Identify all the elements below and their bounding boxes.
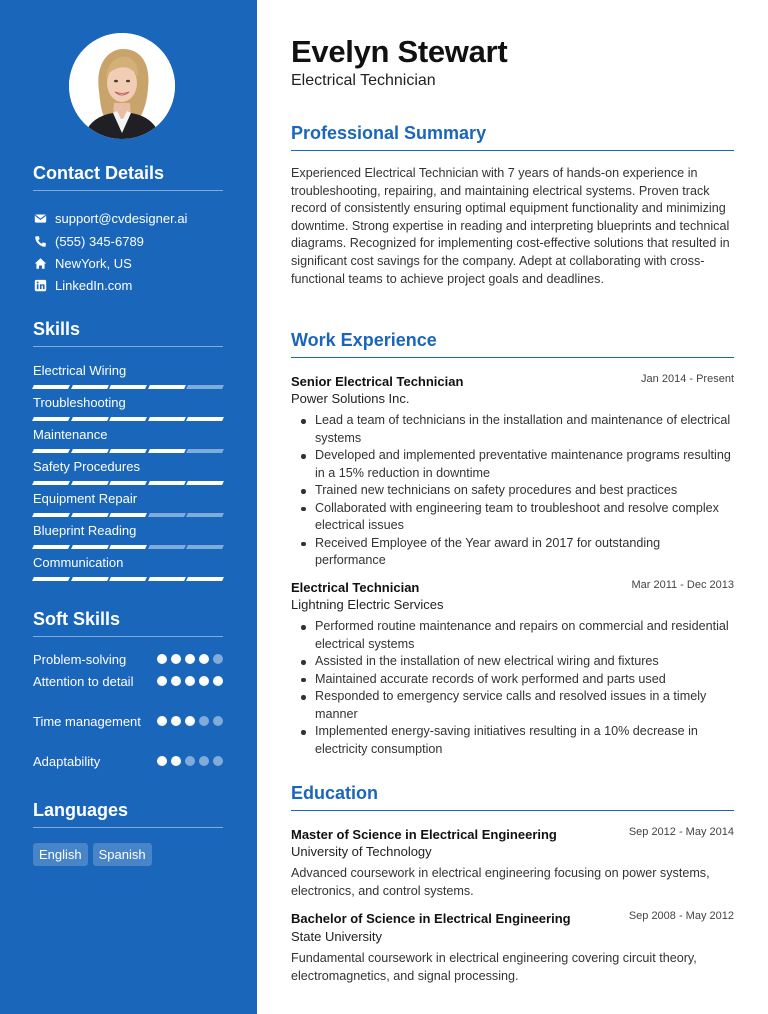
job-bullet: Developed and implemented preventative maintenance programs resulting in a 15% reduction in downtime — [291, 447, 734, 482]
skill-level-bar — [33, 481, 223, 485]
soft-skill-rating — [157, 673, 223, 691]
rating-dot — [171, 676, 181, 686]
skill-level-segment — [32, 545, 69, 549]
skill-level-bar — [33, 385, 223, 389]
soft-skill-item — [33, 753, 223, 771]
contact-linkedin[interactable] — [33, 276, 132, 294]
contact-location — [33, 254, 132, 272]
job-bullet: Implemented energy-saving initiatives resulting in a 10% decrease in electricity consumption — [291, 723, 734, 758]
skill-level-segment — [71, 481, 108, 485]
skill-name: Electrical Wiring — [33, 363, 127, 378]
job-bullet: Lead a team of technicians in the installation and maintenance of electrical systems — [291, 412, 734, 447]
skill-name: Maintenance — [33, 427, 108, 442]
linkedin-icon — [33, 278, 47, 292]
contact-heading: Contact Details — [33, 163, 223, 191]
skill-level-segment — [109, 545, 146, 549]
skill-level-bar — [33, 513, 223, 517]
skill-level-segment — [71, 513, 108, 517]
summary-heading: Professional Summary — [291, 123, 734, 151]
sidebar — [0, 0, 257, 1014]
contact-email-text: support@cvdesigner.ai — [55, 210, 188, 226]
job-bullet: Responded to emergency service calls and resolved issues in a timely manner — [291, 688, 734, 723]
skill-level-segment — [186, 385, 223, 389]
skill-level-segment — [148, 481, 185, 485]
job-bullets — [291, 412, 734, 570]
rating-dot — [157, 716, 167, 726]
education-heading: Education — [291, 783, 734, 811]
soft-skill-rating — [157, 651, 223, 669]
skill-level-segment — [186, 449, 223, 453]
skill-item — [33, 459, 223, 485]
rating-dot — [171, 756, 181, 766]
skill-level-segment — [71, 577, 108, 581]
edu-description: Fundamental coursework in electrical engineering covering circuit theory, electromagnetics, and signal processing. — [291, 951, 697, 983]
skill-level-segment — [32, 577, 69, 581]
edu-date: Sep 2008 - May 2012 — [628, 910, 734, 922]
profile-photo-icon — [69, 33, 175, 139]
contact-phone[interactable] — [33, 232, 144, 250]
soft-skills-heading: Soft Skills — [33, 609, 223, 637]
job-title: Electrical Technician — [291, 580, 420, 595]
skill-level-segment — [71, 417, 108, 421]
skill-name: Blueprint Reading — [33, 523, 137, 538]
soft-skill-rating — [157, 753, 223, 771]
edu-school: State University — [291, 929, 383, 944]
home-icon — [33, 256, 47, 270]
skill-level-segment — [186, 545, 223, 549]
soft-skill-rating — [157, 713, 223, 731]
contact-location-text: NewYork, US — [55, 255, 132, 271]
skill-level-segment — [71, 449, 108, 453]
skill-level-segment — [186, 417, 223, 421]
skill-item — [33, 363, 223, 389]
soft-skill-name: Adaptability — [33, 754, 101, 769]
skill-level-segment — [148, 449, 185, 453]
job-date: Jan 2014 - Present — [641, 373, 734, 385]
rating-dot — [199, 716, 209, 726]
rating-dot — [199, 676, 209, 686]
rating-dot — [171, 716, 181, 726]
job-bullet: Maintained accurate records of work performed and parts used — [291, 671, 734, 689]
skill-level-segment — [32, 417, 69, 421]
skill-level-segment — [109, 481, 146, 485]
phone-icon — [33, 234, 47, 248]
skill-name: Safety Procedures — [33, 459, 140, 474]
edu-description: Advanced coursework in electrical engineering focusing on power systems, electronics, and control systems. — [291, 866, 710, 898]
skill-name: Troubleshooting — [33, 395, 126, 410]
job-bullet: Collaborated with engineering team to troubleshoot and resolve complex electrical issues — [291, 500, 734, 535]
skill-name: Communication — [33, 555, 124, 570]
experience-heading: Work Experience — [291, 330, 734, 358]
skill-item — [33, 395, 223, 421]
skill-item — [33, 427, 223, 453]
edu-degree: Master of Science in Electrical Engineering — [291, 827, 557, 842]
contact-email[interactable] — [33, 209, 187, 227]
rating-dot — [213, 654, 223, 664]
skill-level-segment — [32, 385, 69, 389]
skill-level-segment — [109, 577, 146, 581]
skill-level-segment — [109, 513, 146, 517]
rating-dot — [185, 676, 195, 686]
rating-dot — [213, 756, 223, 766]
job-title: Senior Electrical Technician — [291, 374, 464, 389]
skill-level-bar — [33, 449, 223, 453]
avatar — [69, 33, 175, 139]
contact-linkedin-text: LinkedIn.com — [55, 277, 133, 293]
skill-level-bar — [33, 545, 223, 549]
skill-level-segment — [32, 481, 69, 485]
skill-level-segment — [71, 545, 108, 549]
skill-level-bar — [33, 577, 223, 581]
rating-dot — [199, 756, 209, 766]
skill-level-segment — [186, 577, 223, 581]
job-company: Lightning Electric Services — [291, 597, 444, 612]
skill-level-segment — [32, 513, 69, 517]
skill-level-segment — [186, 513, 223, 517]
rating-dot — [157, 756, 167, 766]
edu-degree: Bachelor of Science in Electrical Engineering — [291, 911, 571, 926]
edu-date: Sep 2012 - May 2014 — [628, 826, 734, 838]
soft-skill-name: Time management — [33, 714, 141, 729]
rating-dot — [185, 654, 195, 664]
candidate-name: Evelyn Stewart — [291, 34, 508, 69]
rating-dot — [157, 676, 167, 686]
candidate-title: Electrical Technician — [291, 72, 436, 89]
job-date: Mar 2011 - Dec 2013 — [631, 579, 734, 591]
skill-level-bar — [33, 417, 223, 421]
skill-level-segment — [32, 449, 69, 453]
skill-level-segment — [148, 513, 185, 517]
job-company: Power Solutions Inc. — [291, 391, 410, 406]
skill-level-segment — [109, 449, 146, 453]
rating-dot — [185, 716, 195, 726]
soft-skill-item — [33, 713, 223, 731]
skill-level-segment — [148, 417, 185, 421]
soft-skill-name: Problem-solving — [33, 652, 127, 667]
skill-level-segment — [109, 385, 146, 389]
skill-item — [33, 555, 223, 581]
edu-school: University of Technology — [291, 844, 432, 859]
rating-dot — [157, 654, 167, 664]
job-bullet: Performed routine maintenance and repairs on commercial and residential electrical systems — [291, 618, 734, 653]
job-bullet: Trained new technicians on safety procedures and best practices — [291, 482, 734, 500]
rating-dot — [213, 676, 223, 686]
skill-item — [33, 523, 223, 549]
skill-level-segment — [109, 417, 146, 421]
job-bullet: Assisted in the installation of new electrical wiring and fixtures — [291, 653, 734, 671]
rating-dot — [199, 654, 209, 664]
skill-name: Equipment Repair — [33, 491, 138, 506]
soft-skill-item — [33, 673, 223, 691]
job-bullet: Received Employee of the Year award in 2017 for outstanding performance — [291, 535, 734, 570]
summary-text: Experienced Electrical Technician with 7 years of hands-on experience in troubleshooting, repairing, and maintaining electrical systems. Proven track record of consistently ensuring optimal equipment functionality and minimizing downtime. Strong expertise in reading and interpreting blueprints and technical diagrams. Recognized for implementing cost-effective solutions that resulted in significant cost savings for the company. Adept at collaborating with cross-functional teams to achieve project goals and deadlines. — [291, 166, 730, 286]
envelope-icon — [33, 211, 47, 225]
rating-dot — [185, 756, 195, 766]
contact-phone-text: (555) 345-6789 — [55, 233, 144, 249]
skill-level-segment — [71, 385, 108, 389]
languages-heading: Languages — [33, 800, 223, 828]
skill-level-segment — [148, 577, 185, 581]
skill-level-segment — [148, 385, 185, 389]
skills-heading: Skills — [33, 319, 223, 347]
language-tag: English — [33, 843, 88, 866]
skill-level-segment — [148, 545, 185, 549]
job-bullets — [291, 618, 734, 758]
rating-dot — [171, 654, 181, 664]
skill-item — [33, 491, 223, 517]
languages-list — [33, 843, 152, 866]
skill-level-segment — [186, 481, 223, 485]
rating-dot — [213, 716, 223, 726]
soft-skill-item — [33, 651, 223, 669]
soft-skill-name: Attention to detail — [33, 674, 134, 689]
language-tag: Spanish — [93, 843, 152, 866]
